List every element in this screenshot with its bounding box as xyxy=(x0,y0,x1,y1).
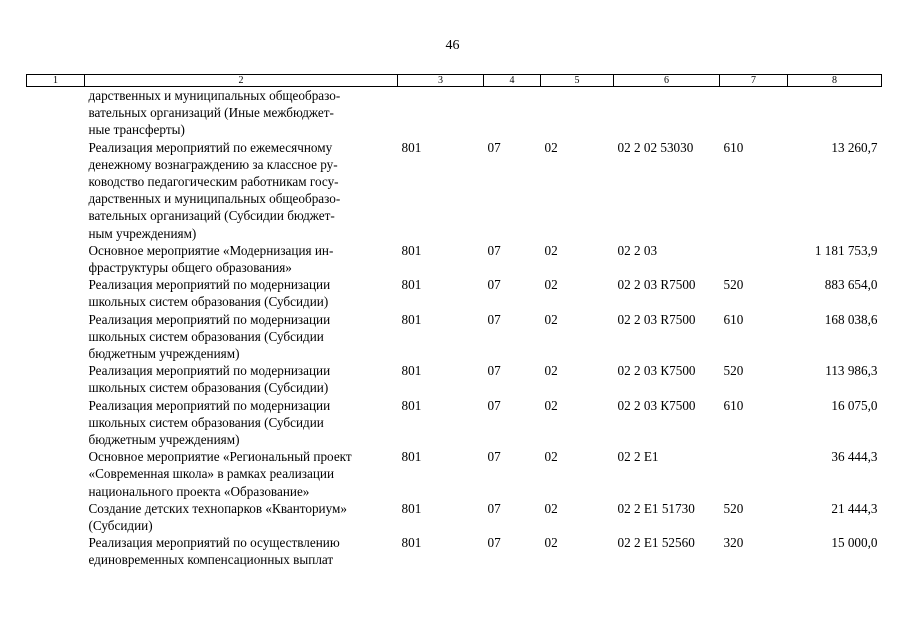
row-number-cell xyxy=(27,362,85,396)
row-name-cell xyxy=(85,397,398,449)
row-amount-cell: 168 038,6 xyxy=(824,311,878,327)
row-amount-cell: 16 075,0 xyxy=(831,397,878,413)
row-number-cell xyxy=(27,534,85,568)
row-amount-cell: 15 000,0 xyxy=(831,535,878,551)
row-name-line: единовременных компенсационных выплат xyxy=(88,552,334,568)
row-target-article-cell: 02 2 03 R7500 xyxy=(617,277,696,293)
row-name-line: ные трансферты) xyxy=(88,122,185,138)
row-amount-cell: 21 444,3 xyxy=(831,500,878,516)
table-header xyxy=(27,75,882,87)
row-ved-cell xyxy=(398,87,484,139)
table-row xyxy=(27,534,882,568)
row-subsection-cell: 02 xyxy=(544,311,558,327)
row-expense-type-cell: 610 xyxy=(723,397,744,413)
row-name-cell xyxy=(85,311,398,363)
table-row xyxy=(27,87,882,139)
header-col-7: 7 xyxy=(720,75,788,87)
header-col-8: 8 xyxy=(788,75,882,87)
row-subsection-cell: 02 xyxy=(544,535,558,551)
row-expense-type-cell xyxy=(720,242,788,276)
row-name-line: национального проекта «Образование» xyxy=(88,483,310,499)
row-subsection-cell xyxy=(541,87,614,139)
row-name-cell xyxy=(85,87,398,139)
row-subsection-cell: 02 xyxy=(544,363,558,379)
row-expense-type-cell: 320 xyxy=(723,535,744,551)
row-expense-type-cell: 520 xyxy=(723,500,744,516)
row-name-line: Реализация мероприятий по осуществлению xyxy=(88,535,340,551)
row-number-cell xyxy=(27,87,85,139)
row-subsection-cell: 02 xyxy=(544,500,558,516)
header-col-3: 3 xyxy=(398,75,484,87)
row-name-cell xyxy=(85,276,398,310)
row-subsection-cell: 02 xyxy=(544,139,558,155)
row-name-line: денежному вознаграждению за классное ру- xyxy=(88,156,338,172)
row-expense-type-cell: 610 xyxy=(723,139,744,155)
row-name-line: Реализация мероприятий по модернизации xyxy=(88,363,331,379)
row-name-line: Создание детских технопарков «Кванториум» xyxy=(88,500,347,516)
row-target-article-cell: 02 2 E1 52560 xyxy=(617,535,695,551)
row-target-article-cell: 02 2 03 xyxy=(617,242,658,258)
row-number-cell xyxy=(27,311,85,363)
row-name-line: школьных систем образования (Субсидии) xyxy=(88,380,329,396)
row-amount-cell xyxy=(788,87,882,139)
row-section-cell: 07 xyxy=(487,397,501,413)
row-number-cell xyxy=(27,276,85,310)
row-name-cell xyxy=(85,139,398,242)
row-amount-cell: 113 986,3 xyxy=(825,363,878,379)
row-target-article-cell: 02 2 03 К7500 xyxy=(617,397,696,413)
table-row xyxy=(27,397,882,449)
row-number-cell xyxy=(27,397,85,449)
row-name-line: Реализация мероприятий по модернизации xyxy=(88,277,331,293)
row-amount-cell: 883 654,0 xyxy=(824,277,878,293)
row-ved-cell: 801 xyxy=(401,277,422,293)
row-section-cell: 07 xyxy=(487,277,501,293)
row-subsection-cell: 02 xyxy=(544,242,558,258)
row-name-line: дарственных и муниципальных общеобразо- xyxy=(88,191,341,207)
table-row xyxy=(27,448,882,500)
row-subsection-cell: 02 xyxy=(544,397,558,413)
row-expense-type-cell xyxy=(720,448,788,500)
row-section-cell: 07 xyxy=(487,363,501,379)
row-name-line: школьных систем образования (Субсидии) xyxy=(88,294,329,310)
row-section-cell: 07 xyxy=(487,139,501,155)
row-name-line: (Субсидии) xyxy=(88,518,153,534)
row-ved-cell: 801 xyxy=(401,397,422,413)
row-name-cell xyxy=(85,448,398,500)
row-subsection-cell: 02 xyxy=(544,449,558,465)
row-name-line: Реализация мероприятий по ежемесячному xyxy=(88,139,333,155)
row-name-line: фраструктуры общего образования» xyxy=(88,260,292,276)
row-name-cell xyxy=(85,242,398,276)
row-number-cell xyxy=(27,448,85,500)
row-name-line: ководство педагогическим работникам госу- xyxy=(88,174,339,190)
row-section-cell: 07 xyxy=(487,311,501,327)
row-expense-type-cell: 520 xyxy=(723,363,744,379)
row-ved-cell: 801 xyxy=(401,139,422,155)
row-target-article-cell: 02 2 E1 51730 xyxy=(617,500,695,516)
row-expense-type-cell xyxy=(720,87,788,139)
row-name-line: школьных систем образования (Субсидии xyxy=(88,414,324,430)
row-number-cell xyxy=(27,242,85,276)
table-row xyxy=(27,500,882,534)
table-row xyxy=(27,139,882,242)
row-name-line: бюджетным учреждениям) xyxy=(88,432,240,448)
table-body xyxy=(27,87,882,569)
row-name-line: «Современная школа» в рамках реализации xyxy=(88,466,335,482)
row-ved-cell: 801 xyxy=(401,535,422,551)
row-amount-cell: 1 181 753,9 xyxy=(814,242,878,258)
row-section-cell xyxy=(484,87,541,139)
row-subsection-cell: 02 xyxy=(544,277,558,293)
header-row xyxy=(27,75,882,87)
row-name-line: Основное мероприятие «Региональный проект xyxy=(88,449,352,465)
row-target-article-cell: 02 2 E1 xyxy=(617,449,659,465)
row-name-line: школьных систем образования (Субсидии xyxy=(88,328,324,344)
row-expense-type-cell: 610 xyxy=(723,311,744,327)
row-name-line: вательных организаций (Субсидии бюджет- xyxy=(88,208,335,224)
header-col-5: 5 xyxy=(541,75,614,87)
row-ved-cell: 801 xyxy=(401,363,422,379)
row-name-line: дарственных и муниципальных общеобразо- xyxy=(88,88,341,103)
row-section-cell: 07 xyxy=(487,242,501,258)
row-number-cell xyxy=(27,139,85,242)
table-row xyxy=(27,242,882,276)
header-col-1: 1 xyxy=(27,75,85,87)
row-ved-cell: 801 xyxy=(401,311,422,327)
header-col-4: 4 xyxy=(484,75,541,87)
row-name-cell xyxy=(85,500,398,534)
row-section-cell: 07 xyxy=(487,535,501,551)
header-col-2: 2 xyxy=(85,75,398,87)
row-number-cell xyxy=(27,500,85,534)
header-col-6: 6 xyxy=(614,75,720,87)
table-row xyxy=(27,276,882,310)
row-target-article-cell: 02 2 02 53030 xyxy=(617,139,694,155)
table-row xyxy=(27,311,882,363)
budget-table xyxy=(26,74,882,569)
row-name-line: Реализация мероприятий по модернизации xyxy=(88,397,331,413)
row-target-article-cell: 02 2 03 R7500 xyxy=(617,311,696,327)
table-row xyxy=(27,362,882,396)
row-target-article-cell: 02 2 03 К7500 xyxy=(617,363,696,379)
row-ved-cell: 801 xyxy=(401,449,422,465)
row-ved-cell: 801 xyxy=(401,242,422,258)
row-name-cell xyxy=(85,534,398,568)
row-name-line: Основное мероприятие «Модернизация ин- xyxy=(88,242,334,258)
row-name-line: ным учреждениям) xyxy=(88,225,197,241)
row-name-line: вательных организаций (Иные межбюджет- xyxy=(88,105,334,121)
row-section-cell: 07 xyxy=(487,449,501,465)
row-target-article-cell xyxy=(614,87,720,139)
row-amount-cell: 13 260,7 xyxy=(831,139,878,155)
row-amount-cell: 36 444,3 xyxy=(831,449,878,465)
row-name-cell xyxy=(85,362,398,396)
page-number: 46 xyxy=(445,38,460,53)
row-name-line: бюджетным учреждениям) xyxy=(88,346,240,362)
row-expense-type-cell: 520 xyxy=(723,277,744,293)
row-name-line: Реализация мероприятий по модернизации xyxy=(88,311,331,327)
row-section-cell: 07 xyxy=(487,500,501,516)
row-ved-cell: 801 xyxy=(401,500,422,516)
